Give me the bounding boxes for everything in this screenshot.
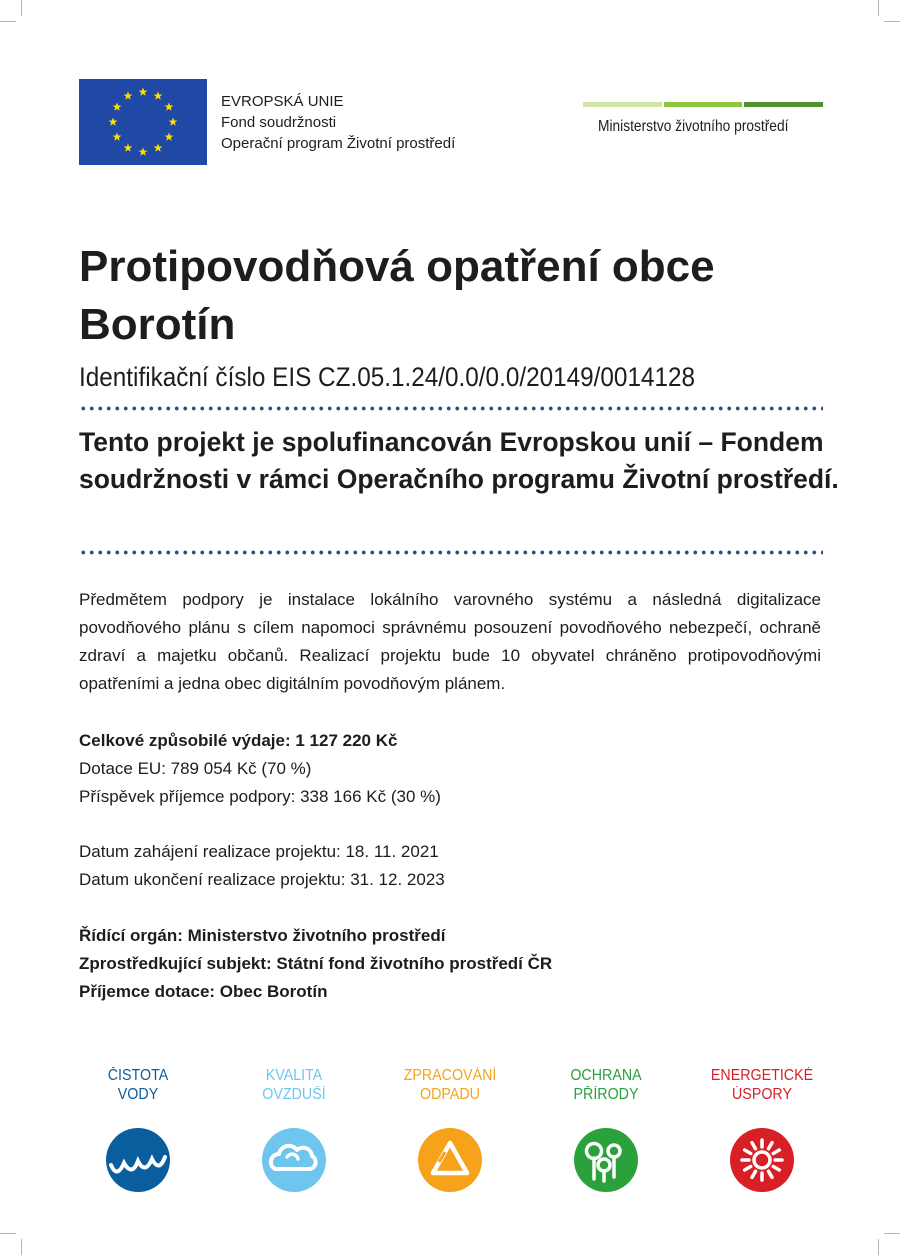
pillar-label <box>692 1066 832 1104</box>
crop-mark <box>884 1233 900 1234</box>
pillar-energy <box>692 1066 832 1193</box>
pillar-nature <box>536 1066 676 1193</box>
pillar-line1: ENERGETICKÉ <box>710 1067 814 1084</box>
dotted-divider <box>79 550 823 555</box>
intermediate-body: Zprostředkující subjekt: Státní fond životního prostředí ČR <box>79 954 553 973</box>
dates-block <box>79 838 445 894</box>
grant-recipient: Příjemce dotace: Obec Borotín <box>79 982 328 1001</box>
crop-mark <box>21 0 22 16</box>
total-expenses: Celkové způsobilé výdaje: 1 127 220 Kč <box>79 731 398 750</box>
ministry-label: Ministerstvo životního prostředí <box>598 118 789 135</box>
cofinance-statement: Tento projekt je spolufinancován Evropskou unií – Fondem soudržnosti v rámci Operačního programu Životní prostředí. <box>79 427 839 494</box>
eu-grant: Dotace EU: 789 054 Kč (70 %) <box>79 759 312 778</box>
project-description: Předmětem podpory je instalace lokálního varovného systému a následná digitalizace povodňového plánu s cílem napomoci správnému posouzení povodňového nebezpečí, ochraně zdraví a majetku občanů. Realizací projektu bude 10 obyvatel chráněno protipovodňovými opatřeními a jedna obec digitálním povodňovým plánem. <box>79 590 821 693</box>
sun-icon <box>729 1127 795 1193</box>
pillar-line1: KVALITA <box>265 1067 323 1084</box>
recipient-contribution: Příspěvek příjemce podpory: 338 166 Kč (30 %) <box>79 787 441 806</box>
ministry-bar <box>583 102 662 107</box>
pillar-line1: ZPRACOVÁNÍ <box>403 1067 497 1084</box>
pillar-label <box>380 1066 520 1104</box>
pillar-water <box>68 1066 208 1193</box>
cloud-icon <box>261 1127 327 1193</box>
start-date: Datum zahájení realizace projektu: 18. 11. 2021 <box>79 842 439 861</box>
eis-identifier: Identifikační číslo EIS CZ.05.1.24/0.0/0.0/20149/0014128 <box>79 362 696 392</box>
page-title: Protipovodňová opatření obce Borotín <box>79 242 715 349</box>
ministry-color-bars <box>583 102 823 107</box>
crop-mark <box>878 0 879 16</box>
crop-mark <box>0 21 16 22</box>
crop-mark <box>878 1239 879 1255</box>
finance-block <box>79 727 441 811</box>
pillar-air <box>224 1066 364 1193</box>
managing-authority: Řídící orgán: Ministerstvo životního prostředí <box>79 926 446 945</box>
crop-mark <box>0 1233 16 1234</box>
eu-text-block <box>221 91 455 154</box>
eu-programme-label: Operační program Životní prostředí <box>221 135 456 152</box>
pillar-line2: ODPADU <box>420 1086 480 1103</box>
pillar-line2: ÚSPORY <box>732 1086 792 1103</box>
pillar-line2: VODY <box>117 1086 159 1103</box>
pillar-line1: ČISTOTA <box>107 1067 169 1084</box>
pillar-label <box>224 1066 364 1104</box>
eu-fund-label: Fond soudržnosti <box>221 114 337 131</box>
pillar-line2: OVZDUŠÍ <box>262 1086 326 1103</box>
ministry-logo <box>583 102 823 107</box>
bodies-block <box>79 922 552 1006</box>
recycle-triangle-icon <box>417 1127 483 1193</box>
pillar-label <box>536 1066 676 1104</box>
dotted-divider <box>79 406 823 411</box>
eu-flag-icon <box>79 79 207 165</box>
end-date: Datum ukončení realizace projektu: 31. 12. 2023 <box>79 870 445 889</box>
eu-union-label: EVROPSKÁ UNIE <box>221 93 344 110</box>
crop-mark <box>884 21 900 22</box>
crop-mark <box>21 1239 22 1255</box>
pillar-line2: PŘÍRODY <box>573 1086 639 1103</box>
ministry-bar <box>744 102 823 107</box>
water-waves-icon <box>105 1127 171 1193</box>
pillar-waste <box>380 1066 520 1193</box>
ministry-bar <box>664 102 743 107</box>
pillar-line1: OCHRANA <box>570 1067 642 1084</box>
trees-icon <box>573 1127 639 1193</box>
pillar-label <box>68 1066 208 1104</box>
